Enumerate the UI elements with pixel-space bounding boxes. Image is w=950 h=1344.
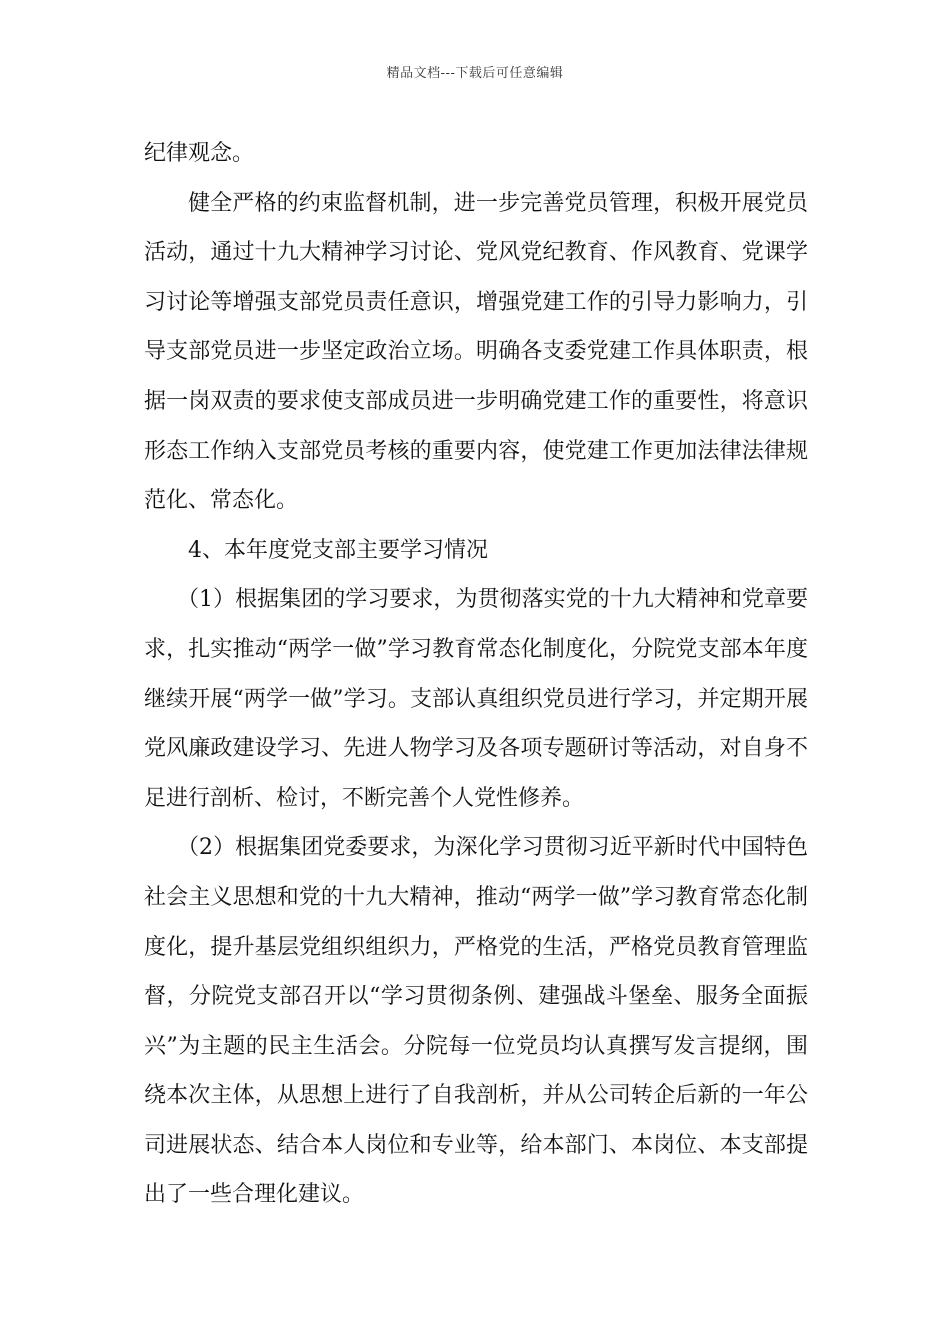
page-header: 精品文档---下载后可任意编辑 [386, 66, 564, 81]
paragraph-study-2: （2）根据集团党委要求，为深化学习贯彻习近平新时代中国特色社会主义思想和党的十九大精神，推动“两学一做”学习教育常态化制度化，提升基层党组织组织力，严格党的生活，严格党员教育管理监督，分院党支部召开以“学习贯彻条例、建强战斗堡垒、服务全面振兴”为主题的民主生活会。分院每一位党员均认真撰写发言提纲，围绕本次主体，从思想上进行了自我剖析，并从公司转企后新的一年公司进展状态、结合本人岗位和专业等，给本部门、本岗位、本支部提出了一些合理化建议。 [144, 835, 808, 1208]
paragraph-study-1: （1）根据集团的学习要求，为贯彻落实党的十九大精神和党章要求，扎实推动“两学一做”学习教育常态化制度化，分院党支部本年度继续开展“两学一做”学习。支部认真组织党员进行学习，并定期开展党风廉政建设学习、先进人物学习及各项专题研讨等活动，对自身不足进行剖析、检讨，不断完善个人党性修养。 [144, 587, 808, 811]
paragraph-supervision: 健全严格的约束监督机制，进一步完善党员管理，积极开展党员活动，通过十九大精神学习讨论、党风党纪教育、作风教育、党课学习讨论等增强支部党员责任意识，增强党建工作的引导力影响力，引导支部党员进一步坚定政治立场。明确各支委党建工作具体职责，根据一岗双责的要求使支部成员进一步明确党建工作的重要性，将意识形态工作纳入支部党员考核的重要内容，使党建工作更加法律法律规范化、常态化。 [144, 190, 808, 514]
document-body [144, 129, 808, 1220]
paragraph-continuation: 纪律观念。 [144, 141, 255, 166]
section-heading-study: 4、本年度党支部主要学习情况 [188, 537, 488, 563]
